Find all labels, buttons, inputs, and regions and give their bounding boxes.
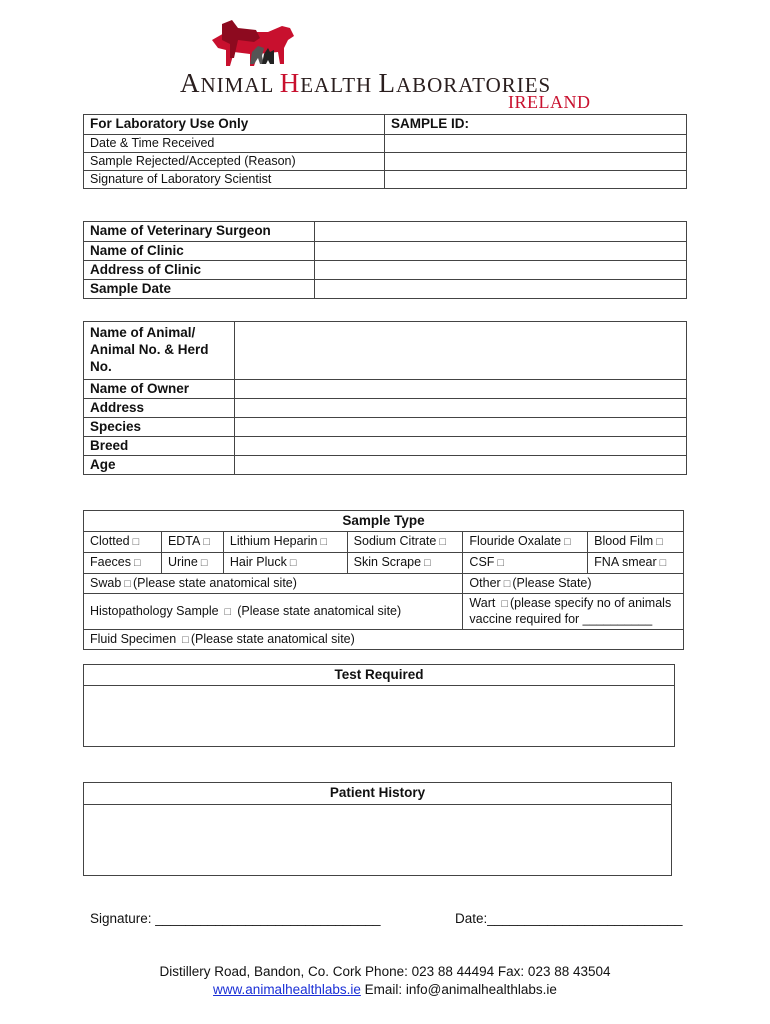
patient-history-title: Patient History [84, 783, 672, 805]
checkbox-icon[interactable]: □ [503, 577, 511, 590]
sample-option-histopathology[interactable]: Histopathology Sample □ (Please state anatomical site) [84, 594, 463, 630]
sample-option-fna-smear[interactable]: FNA smear □ [588, 553, 684, 574]
sample-option-faeces[interactable]: Faeces □ [84, 553, 162, 574]
animal-name-label [84, 322, 235, 380]
animal-table [83, 321, 687, 475]
animal-name-line3: No. [90, 358, 112, 374]
lab-row-label: Sample Rejected/Accepted (Reason) [84, 153, 385, 171]
sample-option-swab[interactable]: Swab □ (Please state anatomical site) [84, 574, 463, 594]
vet-table [83, 221, 687, 299]
sample-option-clotted[interactable]: Clotted □ [84, 532, 162, 553]
animal-row-label: Species [84, 418, 235, 437]
sample-type-title: Sample Type [84, 511, 684, 532]
sample-option-flouride-oxalate[interactable]: Flouride Oxalate □ [463, 532, 588, 553]
animal-name-line1: Name of Animal/ [90, 325, 196, 341]
checkbox-icon[interactable]: □ [564, 536, 571, 549]
checkbox-icon[interactable]: □ [289, 557, 297, 570]
sample-option-lithium-heparin[interactable]: Lithium Heparin □ [223, 532, 347, 553]
animal-row-label: Address [84, 399, 235, 418]
sample-option-blood-film[interactable]: Blood Film □ [588, 532, 684, 553]
animal-row-field[interactable] [235, 399, 687, 418]
sample-id-label: SAMPLE ID: [385, 115, 687, 135]
vet-row-field[interactable] [315, 242, 687, 261]
vet-row-field[interactable] [315, 280, 687, 299]
animal-row-field[interactable] [235, 456, 687, 475]
animal-row-label: Name of Owner [84, 380, 235, 399]
animal-row-field[interactable] [235, 418, 687, 437]
sample-option-fluid-specimen[interactable]: Fluid Specimen □ (Please state anatomical site) [84, 630, 684, 650]
vet-row-label: Name of Clinic [84, 242, 315, 261]
sample-option-csf[interactable]: CSF □ [463, 553, 588, 574]
patient-history-field[interactable] [84, 805, 672, 876]
checkbox-icon[interactable]: □ [203, 536, 211, 549]
patient-history-table [83, 782, 672, 876]
lab-row-field[interactable] [385, 135, 687, 153]
checkbox-icon[interactable]: □ [124, 577, 131, 590]
sample-option-edta[interactable]: EDTA □ [161, 532, 223, 553]
animal-name-field[interactable] [235, 322, 687, 380]
checkbox-icon[interactable]: □ [656, 536, 663, 549]
checkbox-icon[interactable]: □ [200, 557, 208, 570]
signature-line[interactable]: Signature: ______________________________ [90, 911, 381, 926]
checkbox-icon[interactable]: □ [501, 597, 508, 610]
sample-option-wart[interactable]: Wart □ (please specify no of animals vaccine required for __________ [463, 594, 684, 630]
lab-use-table [83, 114, 687, 189]
footer-address: Distillery Road, Bandon, Co. Cork Phone: 023 88 44494 Fax: 023 88 43504 [159, 964, 611, 979]
sample-option-sodium-citrate[interactable]: Sodium Citrate □ [347, 532, 463, 553]
checkbox-icon[interactable]: □ [134, 557, 141, 570]
test-required-table [83, 664, 675, 747]
sample-option-skin-scrape[interactable]: Skin Scrape □ [347, 553, 463, 574]
logo [178, 18, 598, 110]
lab-row-label: Signature of Laboratory Scientist [84, 171, 385, 189]
org-name: ANIMAL HEALTH LABORATORIES [180, 68, 552, 98]
vet-row-label: Sample Date [84, 280, 315, 299]
vet-row-field[interactable] [315, 222, 687, 242]
sample-option-other[interactable]: Other □ (Please State) [463, 574, 684, 594]
checkbox-icon[interactable]: □ [424, 557, 431, 570]
lab-row-field[interactable] [385, 153, 687, 171]
test-required-field[interactable] [84, 686, 675, 747]
checkbox-icon[interactable]: □ [132, 536, 140, 549]
lab-use-heading: For Laboratory Use Only [84, 115, 385, 135]
sample-option-urine[interactable]: Urine □ [161, 553, 223, 574]
vet-row-field[interactable] [315, 261, 687, 280]
footer-contact [0, 982, 770, 997]
animal-row-label: Breed [84, 437, 235, 456]
checkbox-icon[interactable]: □ [659, 557, 667, 570]
checkbox-icon[interactable]: □ [182, 633, 189, 646]
checkbox-icon[interactable]: □ [497, 557, 505, 570]
animal-row-field[interactable] [235, 380, 687, 399]
email-text: Email: info@animalhealthlabs.ie [360, 982, 557, 997]
animal-name-line2: Animal No. & Herd [90, 342, 209, 358]
vet-row-label: Name of Veterinary Surgeon [84, 222, 315, 242]
lab-row-field[interactable] [385, 171, 687, 189]
org-country: IRELAND [508, 92, 591, 112]
animal-row-label: Age [84, 456, 235, 475]
vet-row-label: Address of Clinic [84, 261, 315, 280]
date-line[interactable]: Date:__________________________ [455, 911, 683, 926]
checkbox-icon[interactable]: □ [439, 536, 446, 549]
lab-row-label: Date & Time Received [84, 135, 385, 153]
animal-row-field[interactable] [235, 437, 687, 456]
checkbox-icon[interactable]: □ [224, 605, 232, 618]
test-required-title: Test Required [84, 665, 675, 686]
website-link[interactable]: www.animalhealthlabs.ie [213, 982, 361, 997]
sample-type-table [83, 510, 684, 650]
sample-option-hair-pluck[interactable]: Hair Pluck □ [223, 553, 347, 574]
checkbox-icon[interactable]: □ [320, 536, 328, 549]
